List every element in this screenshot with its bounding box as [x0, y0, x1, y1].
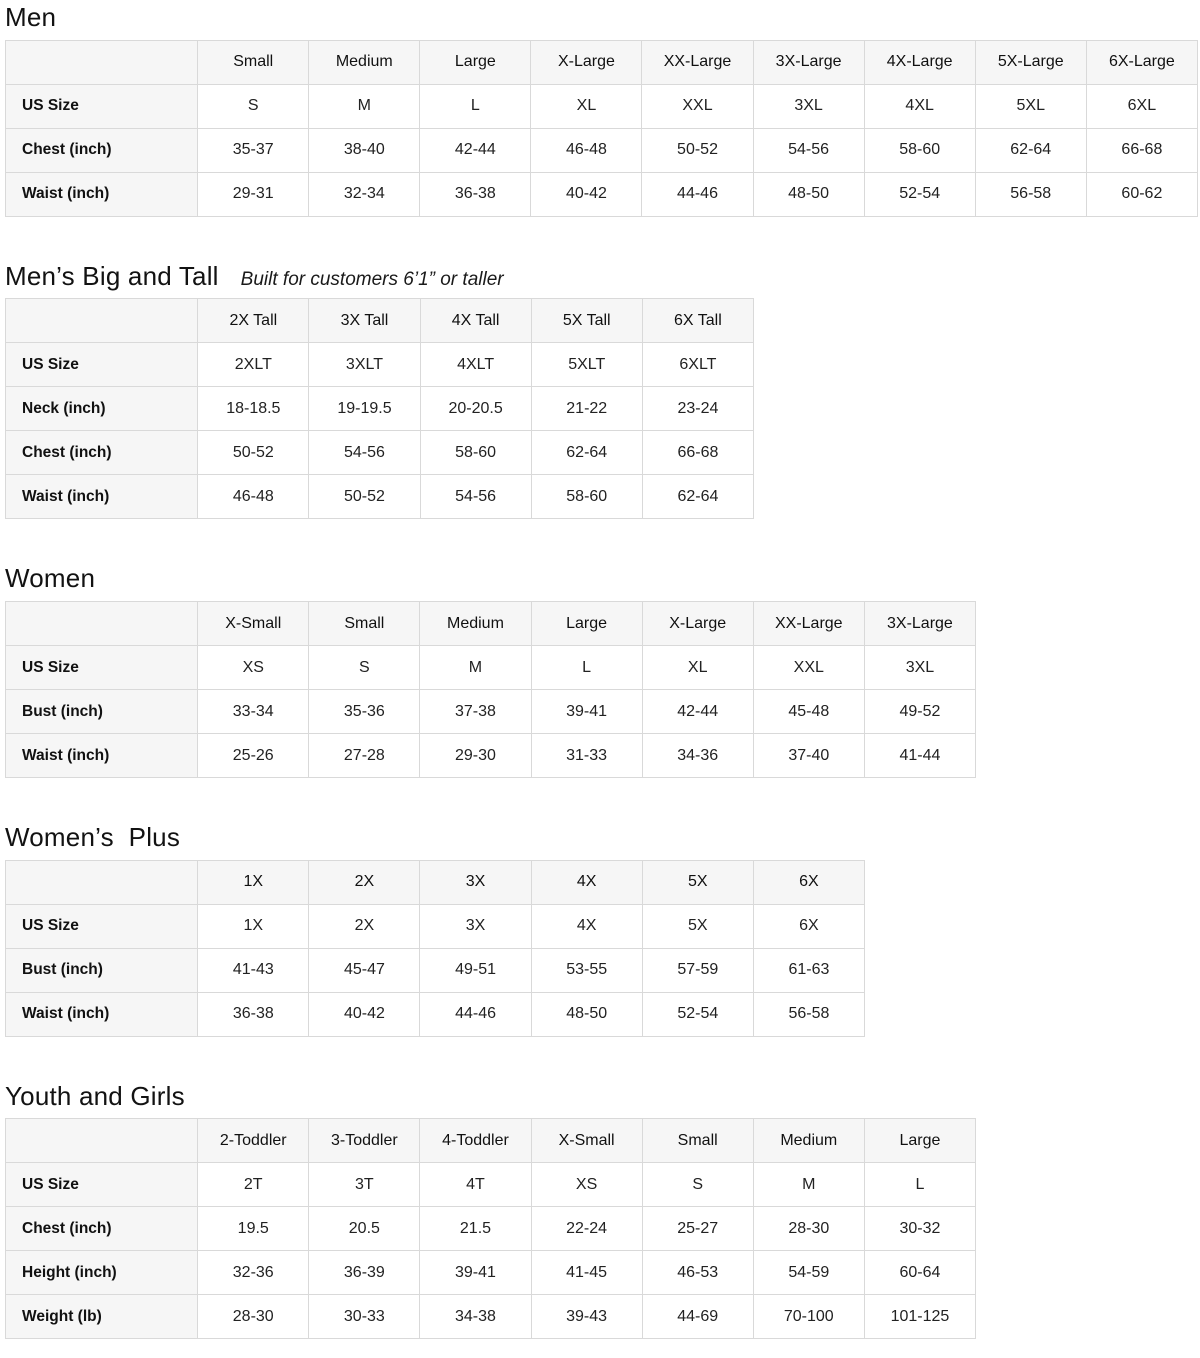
row-label: US Size: [6, 343, 198, 387]
size-table: [5, 40, 1198, 217]
size-cell: 46-48: [531, 128, 642, 172]
size-cell: 50-52: [309, 475, 420, 519]
size-cell: 49-52: [864, 690, 975, 734]
table-row: [6, 84, 1198, 128]
column-header: Medium: [309, 40, 420, 84]
size-cell: 60-62: [1086, 172, 1197, 216]
size-cell: 27-28: [309, 734, 420, 778]
size-cell: 49-51: [420, 948, 531, 992]
size-cell: XL: [642, 646, 753, 690]
section-header: [5, 1081, 1196, 1112]
size-cell: 39-41: [531, 690, 642, 734]
header-row: [6, 40, 1198, 84]
size-cell: 23-24: [642, 387, 753, 431]
size-cell: 40-42: [531, 172, 642, 216]
size-cell: 54-56: [309, 431, 420, 475]
column-header: Large: [531, 602, 642, 646]
size-cell: 45-48: [753, 690, 864, 734]
size-cell: 5X: [642, 904, 753, 948]
size-cell: S: [309, 646, 420, 690]
size-cell: 25-26: [198, 734, 309, 778]
row-label: Chest (inch): [6, 431, 198, 475]
table-row: [6, 128, 1198, 172]
column-header: 4X-Large: [864, 40, 975, 84]
row-label: Chest (inch): [6, 128, 198, 172]
size-cell: 5XL: [975, 84, 1086, 128]
size-table: [5, 860, 865, 1037]
size-cell: 30-33: [309, 1295, 420, 1339]
size-cell: 20-20.5: [420, 387, 531, 431]
column-header: 6X-Large: [1086, 40, 1197, 84]
row-label: Waist (inch): [6, 992, 198, 1036]
column-header: 6X: [753, 860, 864, 904]
size-cell: 4XLT: [420, 343, 531, 387]
size-cell: 19-19.5: [309, 387, 420, 431]
size-cell: 36-38: [198, 992, 309, 1036]
size-cell: 4X: [531, 904, 642, 948]
row-label: Bust (inch): [6, 948, 198, 992]
size-cell: 21.5: [420, 1207, 531, 1251]
column-header: Small: [198, 40, 309, 84]
column-header: Large: [420, 40, 531, 84]
row-label: US Size: [6, 646, 198, 690]
column-header: 5X Tall: [531, 299, 642, 343]
size-cell: 70-100: [753, 1295, 864, 1339]
size-cell: 31-33: [531, 734, 642, 778]
header-row: [6, 860, 865, 904]
size-table: [5, 298, 754, 519]
size-cell: 35-36: [309, 690, 420, 734]
size-cell: 44-46: [642, 172, 753, 216]
size-cell: 21-22: [531, 387, 642, 431]
corner-cell: [6, 602, 198, 646]
section-title: Women’s Plus: [5, 822, 181, 853]
size-cell: 39-43: [531, 1295, 642, 1339]
size-cell: 44-69: [642, 1295, 753, 1339]
size-cell: 101-125: [864, 1295, 975, 1339]
corner-cell: [6, 1119, 198, 1163]
column-header: 3-Toddler: [309, 1119, 420, 1163]
row-label: Height (inch): [6, 1251, 198, 1295]
size-cell: 39-41: [420, 1251, 531, 1295]
size-cell: 29-30: [420, 734, 531, 778]
size-cell: 18-18.5: [198, 387, 309, 431]
section-title: Men: [5, 2, 57, 32]
section-header: [5, 822, 1196, 853]
size-cell: 2T: [198, 1163, 309, 1207]
row-label: Waist (inch): [6, 734, 198, 778]
size-cell: 53-55: [531, 948, 642, 992]
column-header: 5X-Large: [975, 40, 1086, 84]
row-label: Neck (inch): [6, 387, 198, 431]
section-men: [5, 2, 1196, 217]
size-cell: 36-39: [309, 1251, 420, 1295]
size-cell: 37-40: [753, 734, 864, 778]
size-cell: 50-52: [198, 431, 309, 475]
column-header: XX-Large: [642, 40, 753, 84]
size-cell: XXL: [753, 646, 864, 690]
size-cell: 30-32: [864, 1207, 975, 1251]
size-cell: 41-45: [531, 1251, 642, 1295]
table-row: [6, 172, 1198, 216]
size-cell: 56-58: [975, 172, 1086, 216]
column-header: 3X Tall: [309, 299, 420, 343]
row-label: Waist (inch): [6, 475, 198, 519]
size-cell: 34-38: [420, 1295, 531, 1339]
size-cell: 46-53: [642, 1251, 753, 1295]
size-cell: 22-24: [531, 1207, 642, 1251]
size-cell: 42-44: [420, 128, 531, 172]
section-title: Men’s Big and Tall: [5, 260, 219, 291]
column-header: 2X: [309, 860, 420, 904]
size-cell: L: [531, 646, 642, 690]
size-cell: 33-34: [198, 690, 309, 734]
size-cell: 3XL: [753, 84, 864, 128]
corner-cell: [6, 40, 198, 84]
size-cell: 5XLT: [531, 343, 642, 387]
size-cell: 58-60: [531, 475, 642, 519]
size-cell: 52-54: [864, 172, 975, 216]
size-cell: 32-36: [198, 1251, 309, 1295]
size-cell: 52-54: [642, 992, 753, 1036]
size-cell: 50-52: [642, 128, 753, 172]
table-row: [6, 387, 754, 431]
size-cell: 58-60: [420, 431, 531, 475]
section-header: [5, 2, 1196, 33]
row-label: Weight (lb): [6, 1295, 198, 1339]
size-cell: 58-60: [864, 128, 975, 172]
column-header: 3X: [420, 860, 531, 904]
column-header: Small: [309, 602, 420, 646]
row-label: US Size: [6, 1163, 198, 1207]
table-row: [6, 1207, 976, 1251]
size-cell: 45-47: [309, 948, 420, 992]
row-label: US Size: [6, 84, 198, 128]
section-header: [5, 563, 1196, 594]
header-row: [6, 602, 976, 646]
size-cell: 62-64: [642, 475, 753, 519]
table-row: [6, 904, 865, 948]
size-chart-sections: [5, 2, 1196, 1339]
size-cell: M: [309, 84, 420, 128]
column-header: Medium: [420, 602, 531, 646]
size-cell: 25-27: [642, 1207, 753, 1251]
size-cell: 56-58: [753, 992, 864, 1036]
section-youth-and-girls: [5, 1081, 1196, 1340]
size-cell: 6XLT: [642, 343, 753, 387]
size-cell: 54-56: [753, 128, 864, 172]
column-header: 4X Tall: [420, 299, 531, 343]
size-cell: 28-30: [753, 1207, 864, 1251]
column-header: 5X: [642, 860, 753, 904]
header-row: [6, 1119, 976, 1163]
size-cell: 54-56: [420, 475, 531, 519]
corner-cell: [6, 299, 198, 343]
section-women: [5, 563, 1196, 778]
column-header: 4-Toddler: [420, 1119, 531, 1163]
table-row: [6, 948, 865, 992]
size-cell: 35-37: [198, 128, 309, 172]
column-header: 1X: [198, 860, 309, 904]
table-row: [6, 1163, 976, 1207]
column-header: Medium: [753, 1119, 864, 1163]
size-cell: XS: [531, 1163, 642, 1207]
size-cell: 61-63: [753, 948, 864, 992]
size-cell: 20.5: [309, 1207, 420, 1251]
table-row: [6, 1251, 976, 1295]
size-cell: 1X: [198, 904, 309, 948]
size-cell: 48-50: [531, 992, 642, 1036]
section-women-s-plus: [5, 822, 1196, 1037]
size-cell: 29-31: [198, 172, 309, 216]
column-header: 4X: [531, 860, 642, 904]
size-cell: 44-46: [420, 992, 531, 1036]
header-row: [6, 299, 754, 343]
size-cell: 2XLT: [198, 343, 309, 387]
column-header: X-Small: [198, 602, 309, 646]
size-cell: 3T: [309, 1163, 420, 1207]
table-row: [6, 431, 754, 475]
size-cell: 3XL: [864, 646, 975, 690]
table-row: [6, 690, 976, 734]
section-men-s-big-and-tall: [5, 261, 1196, 520]
size-table: [5, 1118, 976, 1339]
size-cell: XS: [198, 646, 309, 690]
size-cell: 38-40: [309, 128, 420, 172]
size-cell: 41-43: [198, 948, 309, 992]
section-subtitle: Built for customers 6’1” or taller: [240, 268, 504, 290]
row-label: Chest (inch): [6, 1207, 198, 1251]
row-label: Bust (inch): [6, 690, 198, 734]
size-cell: 41-44: [864, 734, 975, 778]
table-row: [6, 1295, 976, 1339]
size-cell: 40-42: [309, 992, 420, 1036]
table-row: [6, 646, 976, 690]
table-row: [6, 343, 754, 387]
size-cell: 62-64: [531, 431, 642, 475]
table-row: [6, 992, 865, 1036]
size-cell: 37-38: [420, 690, 531, 734]
table-row: [6, 734, 976, 778]
size-cell: L: [420, 84, 531, 128]
size-table: [5, 601, 976, 778]
column-header: Small: [642, 1119, 753, 1163]
size-cell: XL: [531, 84, 642, 128]
size-cell: 66-68: [1086, 128, 1197, 172]
size-cell: 4XL: [864, 84, 975, 128]
column-header: 2X Tall: [198, 299, 309, 343]
size-cell: 6XL: [1086, 84, 1197, 128]
size-cell: 28-30: [198, 1295, 309, 1339]
size-cell: 6X: [753, 904, 864, 948]
column-header: 2-Toddler: [198, 1119, 309, 1163]
size-cell: 3XLT: [309, 343, 420, 387]
size-cell: 2X: [309, 904, 420, 948]
size-cell: 46-48: [198, 475, 309, 519]
size-cell: 62-64: [975, 128, 1086, 172]
column-header: Large: [864, 1119, 975, 1163]
size-cell: M: [753, 1163, 864, 1207]
size-cell: 34-36: [642, 734, 753, 778]
column-header: X-Large: [642, 602, 753, 646]
row-label: Waist (inch): [6, 172, 198, 216]
size-cell: 54-59: [753, 1251, 864, 1295]
size-cell: 57-59: [642, 948, 753, 992]
size-cell: 19.5: [198, 1207, 309, 1251]
size-cell: XXL: [642, 84, 753, 128]
row-label: US Size: [6, 904, 198, 948]
column-header: 3X-Large: [864, 602, 975, 646]
column-header: 6X Tall: [642, 299, 753, 343]
size-cell: 66-68: [642, 431, 753, 475]
size-cell: 4T: [420, 1163, 531, 1207]
section-header: [5, 261, 1196, 292]
size-cell: L: [864, 1163, 975, 1207]
corner-cell: [6, 860, 198, 904]
column-header: X-Small: [531, 1119, 642, 1163]
size-cell: S: [642, 1163, 753, 1207]
column-header: XX-Large: [753, 602, 864, 646]
size-cell: 36-38: [420, 172, 531, 216]
size-cell: 32-34: [309, 172, 420, 216]
size-cell: 42-44: [642, 690, 753, 734]
size-cell: S: [198, 84, 309, 128]
size-cell: 48-50: [753, 172, 864, 216]
table-row: [6, 475, 754, 519]
section-title: Women: [5, 563, 96, 594]
column-header: 3X-Large: [753, 40, 864, 84]
size-cell: 60-64: [864, 1251, 975, 1295]
column-header: X-Large: [531, 40, 642, 84]
size-cell: 3X: [420, 904, 531, 948]
section-title: Youth and Girls: [5, 1080, 185, 1111]
size-cell: M: [420, 646, 531, 690]
